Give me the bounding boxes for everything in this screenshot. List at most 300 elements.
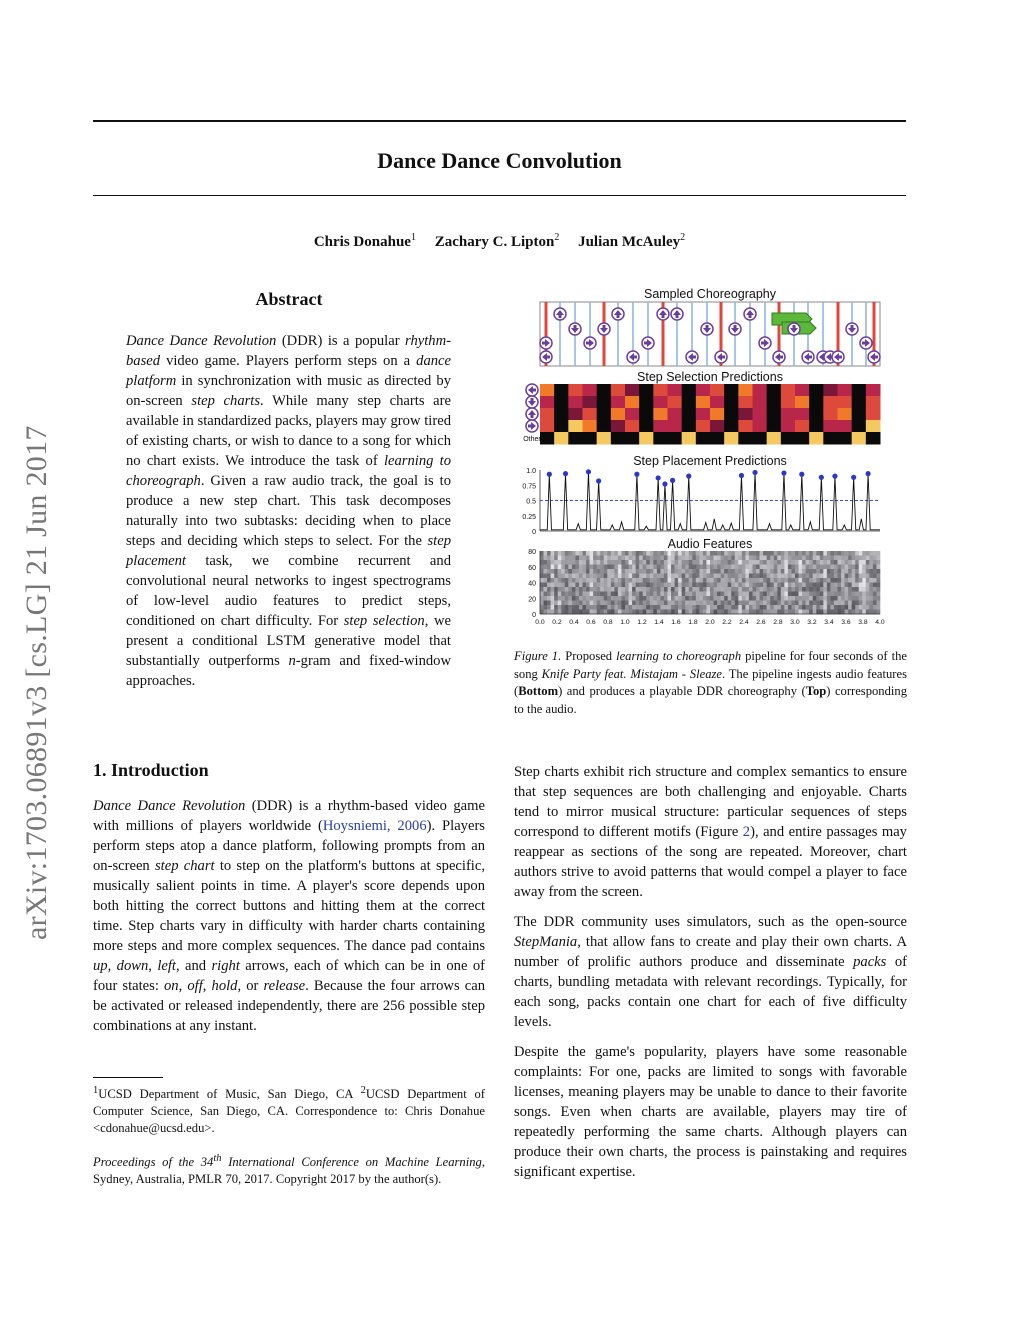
spectrogram-cell [579, 587, 583, 592]
spectrogram-cell [636, 592, 640, 597]
spectrogram-cell [763, 551, 767, 556]
spectrogram-cell [625, 583, 629, 588]
placement-peak-point [586, 469, 591, 474]
spectrogram-cell [838, 592, 842, 597]
spectrogram-cell [561, 610, 565, 615]
spectrogram-cell [678, 592, 682, 597]
spectrogram-cell [540, 551, 544, 556]
spectrogram-cell [774, 556, 778, 561]
spectrogram-cell [869, 569, 873, 574]
spectrogram-cell [664, 569, 668, 574]
spectrogram-cell [568, 610, 572, 615]
spectrogram-cell [749, 560, 753, 565]
spectrogram-cell [544, 601, 548, 606]
spectrogram-cell [558, 569, 562, 574]
spectrogram-cell [717, 610, 721, 615]
spectrogram-cell [646, 601, 650, 606]
spectrogram-cell [841, 578, 845, 583]
spectrogram-cell [869, 605, 873, 610]
spectrogram-cell [799, 565, 803, 570]
spectrogram-cell [682, 605, 686, 610]
spectrogram-cell [636, 578, 640, 583]
selection-heat-cell [710, 408, 725, 421]
spectrogram-cell [561, 605, 565, 610]
spectrogram-cell [643, 605, 647, 610]
selection-heat-cell [838, 384, 853, 397]
selection-heat-cell [639, 420, 654, 433]
spectrogram-cell [820, 596, 824, 601]
spectrogram-cell [696, 551, 700, 556]
spectrogram-cell [717, 556, 721, 561]
spectrogram-cell [823, 569, 827, 574]
text-segment: -gram and fixed-window approaches. [126, 653, 451, 689]
spectrogram-cell [600, 565, 604, 570]
spectrogram-cell [816, 587, 820, 592]
spectrogram-cell [632, 583, 636, 588]
spectrogram-cell [760, 592, 764, 597]
spectrogram-cell [586, 556, 590, 561]
spectrogram-cell [593, 587, 597, 592]
spectrogram-cell [692, 610, 696, 615]
spectrogram-cell [699, 587, 703, 592]
spectrogram-cell [639, 569, 643, 574]
spectrogram-cell [841, 605, 845, 610]
spectrogram-cell [735, 551, 739, 556]
spectrogram-cell [820, 610, 824, 615]
spectrogram-cell [756, 596, 760, 601]
text-segment: left [157, 958, 176, 974]
spectrogram-cell [806, 556, 810, 561]
spectrogram-cell [802, 551, 806, 556]
spectrogram-cell [717, 565, 721, 570]
spectrogram-cell [802, 578, 806, 583]
spectrogram-cell [869, 556, 873, 561]
text-segment: Top [805, 684, 827, 698]
spectrogram-cell [816, 551, 820, 556]
spectrogram-cell [834, 574, 838, 579]
spectrogram-cell [685, 569, 689, 574]
spectrogram-cell [561, 574, 565, 579]
citation-link[interactable]: 2 [742, 824, 751, 840]
spectrogram-cell [657, 601, 661, 606]
spectrogram-cell [593, 578, 597, 583]
spectrogram-cell [657, 560, 661, 565]
spectrogram-cell [848, 551, 852, 556]
spectrogram-cell [660, 556, 664, 561]
spectrogram-cell [728, 565, 732, 570]
spectrogram-cell [604, 583, 608, 588]
spectrogram-cell [551, 610, 555, 615]
spectrogram-cell [827, 605, 831, 610]
spectrogram-cell [830, 556, 834, 561]
spectrogram-cell [820, 578, 824, 583]
spectrogram-cell [671, 605, 675, 610]
spectrogram-cell [806, 578, 810, 583]
spectrogram-cell [799, 596, 803, 601]
selection-heat-cell [540, 432, 555, 445]
spectrogram-cell [710, 587, 714, 592]
spectrogram-cell [600, 574, 604, 579]
spectrogram-cell [692, 592, 696, 597]
spectrogram-cell [869, 565, 873, 570]
spectrogram-cell [639, 601, 643, 606]
spectrogram-cell [629, 610, 633, 615]
spectrogram-cell [660, 578, 664, 583]
spectrogram-cell [607, 592, 611, 597]
spectrogram-cell [618, 592, 622, 597]
spectrogram-cell [547, 565, 551, 570]
spectrogram-cell [664, 587, 668, 592]
spectrogram-cell [735, 605, 739, 610]
spectrogram-cell [862, 565, 866, 570]
spectrogram-cell [830, 578, 834, 583]
spectrogram-cell [827, 556, 831, 561]
spectrogram-cell [781, 596, 785, 601]
spectrogram-cell [646, 587, 650, 592]
spectrogram-cell [597, 605, 601, 610]
spectrogram-cell [706, 592, 710, 597]
spectrogram-cell [703, 578, 707, 583]
spectrogram-cell [621, 565, 625, 570]
spectrogram-cell [625, 569, 629, 574]
text-segment: . Because the four arrows can be activated or released independently, there are 256 possible step combinations at any instant. [93, 978, 486, 1034]
spectrogram-cell [763, 601, 767, 606]
spectrogram-cell [611, 592, 615, 597]
spectrogram-cell [777, 592, 781, 597]
step-arrow-icon [540, 351, 552, 363]
spectrogram-cell [876, 610, 880, 615]
spectrogram-cell [551, 551, 555, 556]
spectrogram-cell [660, 592, 664, 597]
spectrogram-cell [572, 574, 576, 579]
spectrogram-cell [668, 578, 672, 583]
spectrogram-cell [717, 596, 721, 601]
spectrogram-cell [717, 583, 721, 588]
spectrogram-cell [731, 565, 735, 570]
spectrogram-cell [682, 583, 686, 588]
selection-heat-cell [583, 384, 598, 397]
spectrogram-cell [788, 596, 792, 601]
spectrogram-cell [816, 601, 820, 606]
spectrogram-cell [540, 592, 544, 597]
spectrogram-cell [664, 605, 668, 610]
placement-y-tick-label: 0.25 [522, 513, 536, 521]
selection-heat-cell [611, 432, 626, 445]
text-segment: off [187, 978, 203, 994]
spectrogram-cell [813, 556, 817, 561]
selection-heat-cell [738, 420, 753, 433]
spectrogram-cell [703, 610, 707, 615]
spectrogram-cell [721, 596, 725, 601]
spectrogram-cell [696, 556, 700, 561]
spectrogram-cell [799, 574, 803, 579]
spectrogram-cell [547, 592, 551, 597]
spectrogram-cell [586, 574, 590, 579]
spectrogram-cell [544, 560, 548, 565]
spectrogram-cell [646, 592, 650, 597]
spectrogram-cell [763, 578, 767, 583]
spectrogram-cell [710, 574, 714, 579]
spectrogram-cell [710, 583, 714, 588]
spectrogram-cell [738, 583, 742, 588]
spectrogram-cell [678, 574, 682, 579]
spectrogram-cell [827, 610, 831, 615]
spectrogram-cell [682, 560, 686, 565]
spectrogram-cell [579, 592, 583, 597]
spectrogram-cell [544, 556, 548, 561]
spectrogram-cell [721, 587, 725, 592]
spectrogram-cell [738, 569, 742, 574]
spectrogram-cell [575, 587, 579, 592]
spectrogram-cell [551, 587, 555, 592]
spectrogram-cell [767, 565, 771, 570]
spectrogram-cell [848, 583, 852, 588]
selection-heat-cell [639, 384, 654, 397]
spectrogram-cell [657, 605, 661, 610]
spectrogram-cell [565, 569, 569, 574]
spectrogram-cell [738, 551, 742, 556]
spectrogram-cell [721, 610, 725, 615]
spectrogram-cell [714, 578, 718, 583]
spectrogram-cell [827, 569, 831, 574]
spectrogram-cell [593, 610, 597, 615]
selection-heat-cell [753, 408, 768, 421]
x-tick-label: 1.4 [654, 619, 664, 626]
spectrogram-cell [788, 556, 792, 561]
selection-heat-cell [625, 384, 640, 397]
x-tick-label: 2.8 [773, 619, 783, 626]
selection-heat-cell [682, 420, 697, 433]
spectrogram-cell [873, 592, 877, 597]
selection-heat-cell [781, 420, 796, 433]
spectrogram-cell [767, 596, 771, 601]
spectrogram-cell [600, 587, 604, 592]
spectrogram-cell [575, 610, 579, 615]
selection-heat-cell [639, 408, 654, 421]
spectrogram-cell [643, 578, 647, 583]
spectrogram-cell [540, 560, 544, 565]
spectrogram-cell [873, 556, 877, 561]
spectrogram-cell [845, 578, 849, 583]
spectrogram-cell [558, 560, 562, 565]
x-tick-label: 2.6 [756, 619, 766, 626]
audio-y-tick-label: 60 [528, 564, 536, 572]
selection-heat-cell [625, 432, 640, 445]
spectrogram-cell [859, 596, 863, 601]
spectrogram-cell [799, 556, 803, 561]
spectrogram-cell [823, 592, 827, 597]
spectrogram-cell [820, 569, 824, 574]
text-segment: right [211, 958, 240, 974]
spectrogram-cell [583, 560, 587, 565]
spectrogram-cell [604, 596, 608, 601]
spectrogram-cell [784, 565, 788, 570]
spectrogram-cell [632, 574, 636, 579]
spectrogram-cell [802, 569, 806, 574]
selection-heat-cell [611, 384, 626, 397]
figure-1 [510, 283, 900, 633]
spectrogram-cell [866, 565, 870, 570]
spectrogram-cell [767, 556, 771, 561]
spectrogram-cell [664, 551, 668, 556]
text-segment: of charts, bundling metadata with relevant recordings. Typically, for each song, packs contain one chart for each of five difficulty levels. [514, 954, 907, 1030]
spectrogram-cell [799, 592, 803, 597]
spectrogram-cell [561, 601, 565, 606]
spectrogram-cell [660, 560, 664, 565]
spectrogram-cell [869, 601, 873, 606]
spectrogram-cell [699, 596, 703, 601]
spectrogram-cell [593, 569, 597, 574]
spectrogram-cell [636, 551, 640, 556]
spectrogram-cell [876, 601, 880, 606]
spectrogram-cell [551, 583, 555, 588]
placement-peak-point [634, 472, 639, 477]
top-rule [93, 120, 906, 122]
x-tick-label: 0.2 [552, 619, 562, 626]
text-segment: video game. Players perform steps on a [160, 353, 417, 369]
spectrogram-cell [820, 560, 824, 565]
spectrogram-cell [876, 565, 880, 570]
spectrogram-cell [845, 560, 849, 565]
spectrogram-cell [838, 596, 842, 601]
spectrogram-cell [565, 583, 569, 588]
spectrogram-cell [558, 556, 562, 561]
text-segment: , Sydney, Australia, PMLR 70, 2017. Copyright 2017 by the author(s). [93, 1155, 485, 1187]
spectrogram-cell [611, 551, 615, 556]
spectrogram-cell [625, 592, 629, 597]
spectrogram-cell [660, 587, 664, 592]
spectrogram-cell [586, 592, 590, 597]
spectrogram-cell [650, 583, 654, 588]
spectrogram-cell [650, 596, 654, 601]
spectrogram-cell [583, 569, 587, 574]
spectrogram-cell [859, 610, 863, 615]
spectrogram-cell [770, 578, 774, 583]
spectrogram-cell [852, 592, 856, 597]
spectrogram-cell [838, 601, 842, 606]
spectrogram-cell [731, 587, 735, 592]
spectrogram-cell [675, 610, 679, 615]
spectrogram-cell [629, 601, 633, 606]
spectrogram-cell [855, 551, 859, 556]
placement-peak-point [832, 474, 837, 479]
spectrogram-cell [823, 587, 827, 592]
spectrogram-cell [618, 601, 622, 606]
spectrogram-cell [806, 596, 810, 601]
spectrogram-cell [834, 583, 838, 588]
spectrogram-cell [660, 574, 664, 579]
spectrogram-cell [788, 583, 792, 588]
spectrogram-cell [696, 560, 700, 565]
spectrogram-cell [653, 592, 657, 597]
spectrogram-cell [614, 551, 618, 556]
placement-peak-point [547, 472, 552, 477]
spectrogram-cell [692, 556, 696, 561]
spectrogram-cell [738, 601, 742, 606]
spectrogram-cell [873, 560, 877, 565]
spectrogram-cell [657, 574, 661, 579]
selection-heat-cell [625, 396, 640, 409]
spectrogram-cell [558, 574, 562, 579]
selection-heat-cell [809, 384, 824, 397]
spectrogram-cell [710, 560, 714, 565]
spectrogram-cell [845, 556, 849, 561]
spectrogram-cell [813, 569, 817, 574]
spectrogram-cell [784, 560, 788, 565]
spectrogram-cell [607, 574, 611, 579]
spectrogram-cell [834, 560, 838, 565]
spectrogram-cell [593, 551, 597, 556]
spectrogram-cell [590, 578, 594, 583]
spectrogram-cell [770, 565, 774, 570]
spectrogram-cell [838, 583, 842, 588]
spectrogram-cell [547, 578, 551, 583]
spectrogram-cell [583, 551, 587, 556]
spectrogram-cell [767, 551, 771, 556]
spectrogram-cell [650, 569, 654, 574]
spectrogram-cell [855, 601, 859, 606]
spectrogram-cell [660, 583, 664, 588]
spectrogram-cell [738, 592, 742, 597]
spectrogram-cell [544, 592, 548, 597]
spectrogram-cell [830, 565, 834, 570]
step-arrow-icon [540, 337, 552, 349]
selection-heat-cell [823, 384, 838, 397]
spectrogram-cell [621, 569, 625, 574]
spectrogram-cell [657, 551, 661, 556]
spectrogram-cell [696, 592, 700, 597]
spectrogram-cell [547, 569, 551, 574]
spectrogram-cell [876, 560, 880, 565]
spectrogram-cell [848, 574, 852, 579]
spectrogram-cell [703, 583, 707, 588]
spectrogram-cell [731, 551, 735, 556]
spectrogram-cell [830, 592, 834, 597]
spectrogram-cell [572, 560, 576, 565]
spectrogram-cell [583, 601, 587, 606]
spectrogram-cell [682, 592, 686, 597]
selection-heat-cell [554, 408, 569, 421]
spectrogram-cell [845, 605, 849, 610]
spectrogram-cell [692, 578, 696, 583]
citation-link[interactable]: Hoysniemi, 2006 [322, 818, 427, 834]
selection-heat-cell [710, 420, 725, 433]
spectrogram-cell [774, 569, 778, 574]
spectrogram-cell [639, 583, 643, 588]
right-column-text [514, 762, 907, 1192]
spectrogram-cell [643, 592, 647, 597]
spectrogram-cell [823, 596, 827, 601]
spectrogram-cell [784, 569, 788, 574]
spectrogram-cell [753, 592, 757, 597]
spectrogram-cell [784, 605, 788, 610]
spectrogram-cell [869, 592, 873, 597]
spectrogram-cell [852, 556, 856, 561]
spectrogram-cell [551, 592, 555, 597]
spectrogram-cell [614, 596, 618, 601]
selection-heat-cell [583, 396, 598, 409]
spectrogram-cell [685, 578, 689, 583]
spectrogram-cell [767, 592, 771, 597]
spectrogram-cell [572, 610, 576, 615]
spectrogram-cell [689, 610, 693, 615]
spectrogram-cell [813, 578, 817, 583]
selection-heat-cell [767, 408, 782, 421]
spectrogram-cell [767, 605, 771, 610]
spectrogram-cell [696, 605, 700, 610]
spectrogram-cell [565, 592, 569, 597]
spectrogram-cell [607, 605, 611, 610]
